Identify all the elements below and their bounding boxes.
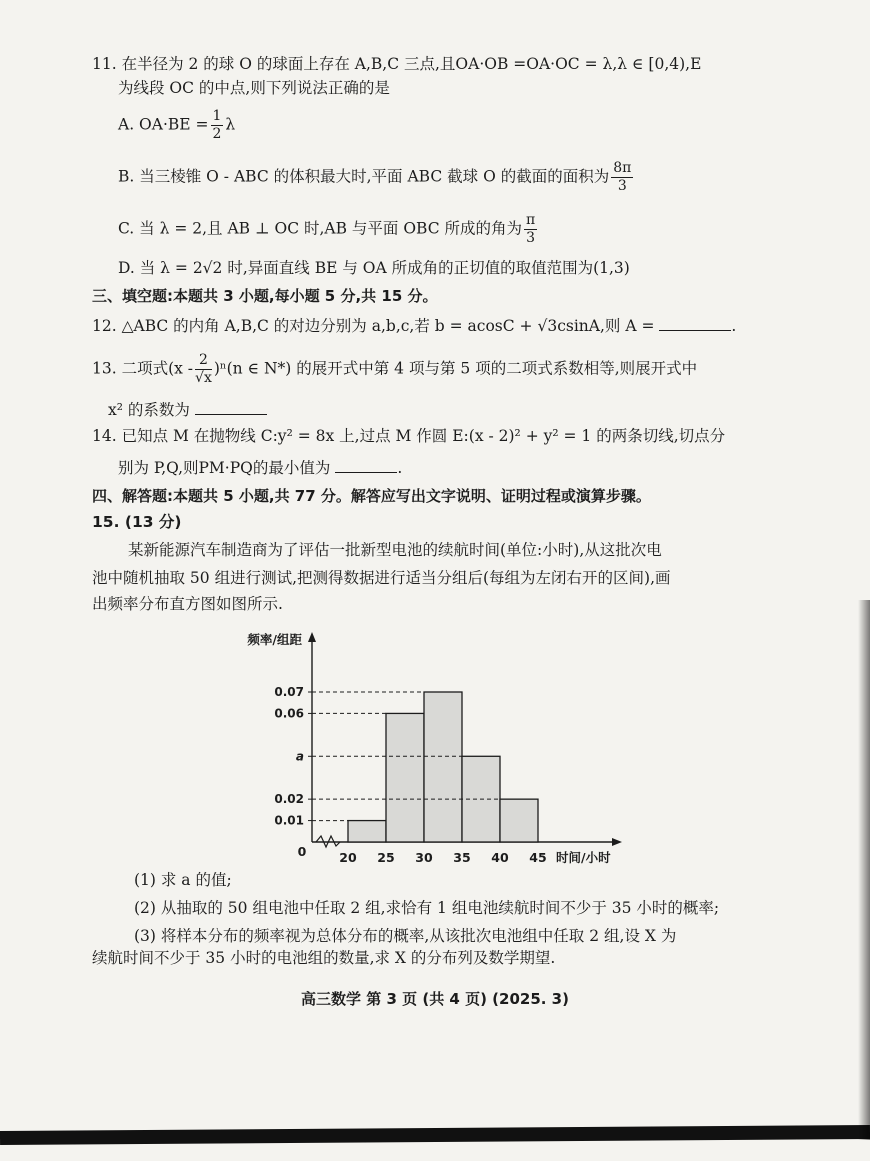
q15-paragraph-2: 池中随机抽取 50 组进行测试,把测得数据进行适当分组后(每组为左闭右开的区间),画 [92, 569, 671, 587]
q15-sub-3a: (3) 将样本分布的频率视为总体分布的概率,从该批次电池组中任取 2 组,设 X 为 [134, 927, 677, 945]
y-axis-arrow [308, 632, 316, 642]
q12: 12. △ABC 的内角 A,B,C 的对边分别为 a,b,c,若 b = acosC + √3csinA,则 A = . [92, 317, 737, 335]
x-tick-label: 30 [415, 850, 433, 865]
fraction: $\frac{1}{2}$ [212, 108, 222, 142]
q11-option-a-text: A. OA·BE = [118, 115, 209, 134]
q11-option-a: A. OA·BE = $\frac{1}{2}$ λ [118, 108, 236, 142]
fraction: $\frac{8\pi}{3}$ [613, 160, 632, 194]
x-tick-label: 20 [339, 850, 357, 865]
q11-option-d: D. 当 λ = 2√2 时,异面直线 BE 与 OA 所成角的正切值的取值范围为(1,3) [118, 259, 630, 277]
x-tick-label: 35 [453, 850, 471, 865]
histogram-bar [348, 821, 386, 842]
y-tick-label: 0.06 [274, 706, 304, 721]
y-tick-label: 0.02 [274, 792, 304, 807]
q13-line1: 13. 二项式(x - $\frac{2}{√x}$ )ⁿ(n ∈ N*) 的展开式中第 4 项与第 5 项的二项式系数相等,则展开式中 [92, 352, 698, 386]
fraction: $\frac{\pi}{3}$ [526, 212, 536, 246]
answer-blank [335, 458, 397, 473]
section-fill-in-title: 三、填空题:本题共 3 小题,每小题 5 分,共 15 分。 [92, 287, 438, 305]
scan-edge-shadow [858, 600, 870, 1140]
histogram-bar [386, 713, 424, 842]
fraction: $\frac{2}{√x}$ [195, 352, 212, 386]
histogram-bar [424, 692, 462, 842]
q11-option-b: B. 当三棱锥 O - ABC 的体积最大时,平面 ABC 截球 O 的截面的面积为 $\frac{8\pi}{3}$ [118, 160, 632, 194]
q11-line2: 为线段 OC 的中点,则下列说法正确的是 [118, 79, 390, 97]
q15-sub-3b: 续航时间不少于 35 小时的电池组的数量,求 X 的分布列及数学期望. [92, 949, 556, 967]
y-tick-label: 0.01 [274, 813, 304, 828]
histogram-bar [500, 799, 538, 842]
q15-paragraph-1: 某新能源汽车制造商为了评估一批新型电池的续航时间(单位:小时),从这批次电 [128, 541, 662, 559]
frequency-histogram [240, 626, 640, 876]
answer-blank [659, 316, 731, 331]
q15-sub-2: (2) 从抽取的 50 组电池中任取 2 组,求恰有 1 组电池续航时间不少于 35 小时的概率; [134, 899, 720, 917]
q11-option-c: C. 当 λ = 2,且 AB ⊥ OC 时,AB 与平面 OBC 所成的角为 $\frac{\pi}{3}$ [118, 212, 536, 246]
q14-line1: 14. 已知点 M 在抛物线 C:y² = 8x 上,过点 M 作圆 E:(x - 2)² + y² = 1 的两条切线,切点分 [92, 427, 726, 445]
x-axis-arrow [612, 838, 622, 846]
y-tick-label: 0.07 [274, 685, 304, 699]
y-tick-label: a [295, 749, 304, 764]
q15-sub-1: (1) 求 a 的值; [134, 871, 232, 889]
x-tick-label: 45 [529, 850, 547, 865]
q11-line1: 11. 在半径为 2 的球 O 的球面上存在 A,B,C 三点,且OA·OB =OA·OC = λ,λ ∈ [0,4),E [92, 55, 702, 73]
q15-paragraph-3: 出频率分布直方图如图所示. [92, 595, 283, 613]
x-tick-label: 25 [377, 850, 395, 865]
origin-label: 0 [297, 844, 307, 859]
q13-line2: x² 的系数为 [108, 400, 267, 420]
answer-blank [195, 400, 267, 415]
scan-border-bar [0, 1125, 870, 1145]
q15-header: 15. (13 分) [92, 513, 182, 531]
q14-line2: 别为 P,Q,则PM·PQ的最小值为 . [118, 459, 403, 477]
x-tick-label: 40 [491, 850, 509, 865]
x-axis-title: 时间/小时 [556, 850, 611, 865]
y-axis-title: 频率/组距 [247, 632, 302, 647]
section-solution-title: 四、解答题:本题共 5 小题,共 77 分。解答应写出文字说明、证明过程或演算步骤。 [92, 487, 651, 505]
page-footer: 高三数学 第 3 页 (共 4 页) (2025. 3) [301, 990, 569, 1008]
